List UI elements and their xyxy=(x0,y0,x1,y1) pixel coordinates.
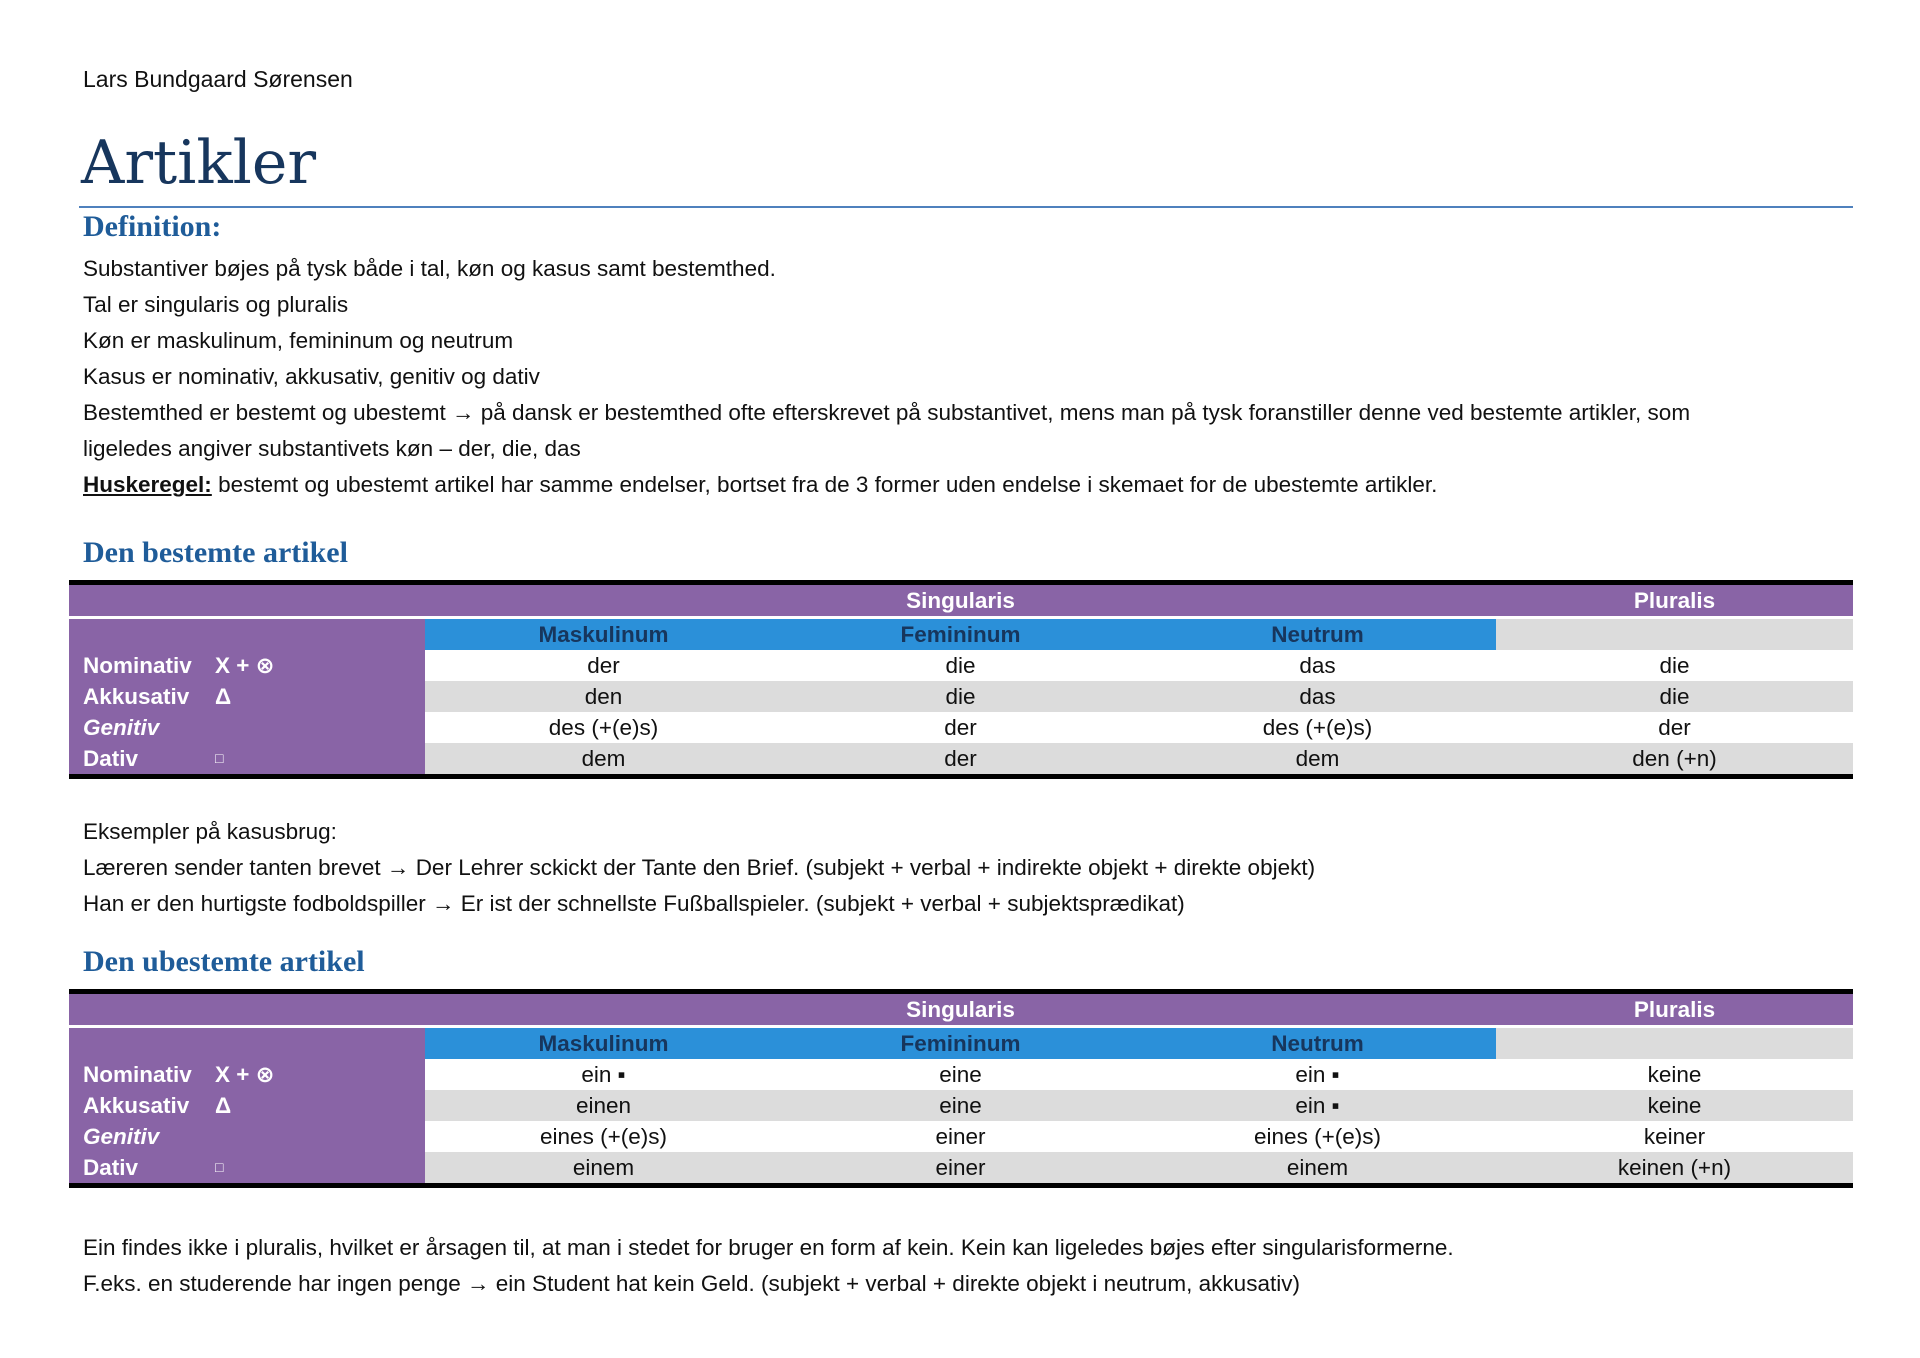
header-corner xyxy=(69,1028,425,1059)
table-cell: das xyxy=(1139,681,1496,712)
footer-line: Ein findes ikke i pluralis, hvilket er årsagen til, at man i stedet for bruger en form af kein. Kein kan ligeledes bøjes efter singularisformerne. xyxy=(83,1235,1454,1260)
header-blank xyxy=(1496,1028,1853,1059)
case-label xyxy=(69,1090,425,1121)
indefinite-heading: Den ubestemte artikel xyxy=(83,945,365,978)
table-row xyxy=(69,681,1853,712)
case-name: Nominativ xyxy=(83,1062,192,1087)
table-row xyxy=(69,1059,1853,1090)
definition-heading: Definition: xyxy=(83,210,222,243)
case-label xyxy=(69,1152,425,1183)
examples-block xyxy=(83,814,1315,922)
table-cell: der xyxy=(782,743,1139,774)
table-cell: die xyxy=(1496,681,1853,712)
table-cell: einer xyxy=(782,1152,1139,1183)
table-cell: den xyxy=(425,681,782,712)
header-singularis: Singularis xyxy=(425,585,1496,616)
header-corner xyxy=(69,619,425,650)
header-neutrum: Neutrum xyxy=(1139,619,1496,650)
case-name: Genitiv xyxy=(83,715,160,740)
table-cell: ein ▪ xyxy=(425,1059,782,1090)
table-cell: einem xyxy=(1139,1152,1496,1183)
case-label xyxy=(69,712,425,743)
definition-line: Bestemthed er bestemt og ubestemt → på dansk er bestemthed ofte efterskrevet på substantivet, mens man på tysk foranstiller denne ved bestemte artikler, som xyxy=(83,400,1691,425)
table-cell: eines (+(e)s) xyxy=(1139,1121,1496,1152)
header-femininum: Femininum xyxy=(782,619,1139,650)
example-line: Han er den hurtigste fodboldspiller → Er ist der schnellste Fußballspieler. (subjekt + verbal + subjektsprædikat) xyxy=(83,891,1185,916)
table-cell: das xyxy=(1139,650,1496,681)
header-singularis: Singularis xyxy=(425,994,1496,1025)
case-name: Akkusativ xyxy=(83,1093,190,1118)
case-label xyxy=(69,1121,425,1152)
nominativ-symbol: X + ⊗ xyxy=(215,653,275,678)
case-label xyxy=(69,650,425,681)
footer-notes xyxy=(83,1230,1454,1302)
table-row xyxy=(69,712,1853,743)
table-cell: des (+(e)s) xyxy=(1139,712,1496,743)
header-pluralis: Pluralis xyxy=(1496,585,1853,616)
title-underline xyxy=(79,206,1853,208)
case-name: Dativ xyxy=(83,746,139,771)
header-maskulinum: Maskulinum xyxy=(425,1028,782,1059)
table-row xyxy=(69,1152,1853,1183)
table-cell: dem xyxy=(1139,743,1496,774)
definition-line: ligeledes angiver substantivets køn – der, die, das xyxy=(83,436,581,461)
table-cell: der xyxy=(782,712,1139,743)
page-title: Artikler xyxy=(81,128,317,198)
header-neutrum: Neutrum xyxy=(1139,1028,1496,1059)
table-header-gender xyxy=(69,619,1853,650)
definition-line: Tal er singularis og pluralis xyxy=(83,292,349,317)
table-cell: keiner xyxy=(1496,1121,1853,1152)
case-label xyxy=(69,743,425,774)
table-cell: des (+(e)s) xyxy=(425,712,782,743)
case-label xyxy=(69,681,425,712)
definition-line: Kasus er nominativ, akkusativ, genitiv og dativ xyxy=(83,364,540,389)
definition-text xyxy=(83,251,1690,503)
rule-text: bestemt og ubestemt artikel har samme endelser, bortset fra de 3 former uden endelse i skemaet for de ubestemte artikler. xyxy=(211,472,1438,497)
definition-line: Køn er maskulinum, femininum og neutrum xyxy=(83,328,514,353)
akkusativ-symbol: Δ xyxy=(215,1093,232,1118)
table-cell: die xyxy=(1496,650,1853,681)
table-cell: eine xyxy=(782,1090,1139,1121)
case-name: Akkusativ xyxy=(83,684,190,709)
table-cell: einer xyxy=(782,1121,1139,1152)
examples-intro: Eksempler på kasusbrug: xyxy=(83,819,337,844)
definition-line: Substantiver bøjes på tysk både i tal, køn og kasus samt bestemthed. xyxy=(83,256,776,281)
rule-label: Huskeregel: xyxy=(83,472,212,497)
table-cell: den (+n) xyxy=(1496,743,1853,774)
header-femininum: Femininum xyxy=(782,1028,1139,1059)
table-header-number xyxy=(69,994,1853,1028)
case-name: Dativ xyxy=(83,1155,139,1180)
table-row xyxy=(69,743,1853,774)
table-cell: der xyxy=(1496,712,1853,743)
case-name: Genitiv xyxy=(83,1124,160,1149)
table-cell: die xyxy=(782,681,1139,712)
definite-heading: Den bestemte artikel xyxy=(83,536,348,569)
header-maskulinum: Maskulinum xyxy=(425,619,782,650)
rule-line xyxy=(83,467,1690,503)
dativ-symbol: □ xyxy=(215,750,224,766)
table-row xyxy=(69,1090,1853,1121)
table-cell: die xyxy=(782,650,1139,681)
table-cell: eine xyxy=(782,1059,1139,1090)
table-cell: dem xyxy=(425,743,782,774)
author-name: Lars Bundgaard Sørensen xyxy=(83,66,353,92)
footer-line: F.eks. en studerende har ingen penge → ein Student hat kein Geld. (subjekt + verbal + direkte objekt i neutrum, akkusativ) xyxy=(83,1271,1300,1296)
nominativ-symbol: X + ⊗ xyxy=(215,1062,275,1087)
table-cell: ein ▪ xyxy=(1139,1059,1496,1090)
case-label xyxy=(69,1059,425,1090)
table-cell: ein ▪ xyxy=(1139,1090,1496,1121)
table-header-number xyxy=(69,585,1853,619)
table-cell: keine xyxy=(1496,1059,1853,1090)
case-name: Nominativ xyxy=(83,653,192,678)
header-pluralis: Pluralis xyxy=(1496,994,1853,1025)
table-header-gender xyxy=(69,1028,1853,1059)
akkusativ-symbol: Δ xyxy=(215,684,232,709)
table-cell: einem xyxy=(425,1152,782,1183)
table-cell: keine xyxy=(1496,1090,1853,1121)
example-line: Læreren sender tanten brevet → Der Lehrer sckickt der Tante den Brief. (subjekt + verbal + indirekte objekt + direkte objekt) xyxy=(83,855,1316,880)
table-cell: keinen (+n) xyxy=(1496,1152,1853,1183)
table-cell: eines (+(e)s) xyxy=(425,1121,782,1152)
table-cell: einen xyxy=(425,1090,782,1121)
table-cell: der xyxy=(425,650,782,681)
indefinite-article-table xyxy=(69,989,1853,1188)
header-corner xyxy=(69,994,425,1025)
table-row xyxy=(69,650,1853,681)
table-row xyxy=(69,1121,1853,1152)
header-corner xyxy=(69,585,425,616)
dativ-symbol: □ xyxy=(215,1159,224,1175)
definite-article-table xyxy=(69,580,1853,779)
header-blank xyxy=(1496,619,1853,650)
